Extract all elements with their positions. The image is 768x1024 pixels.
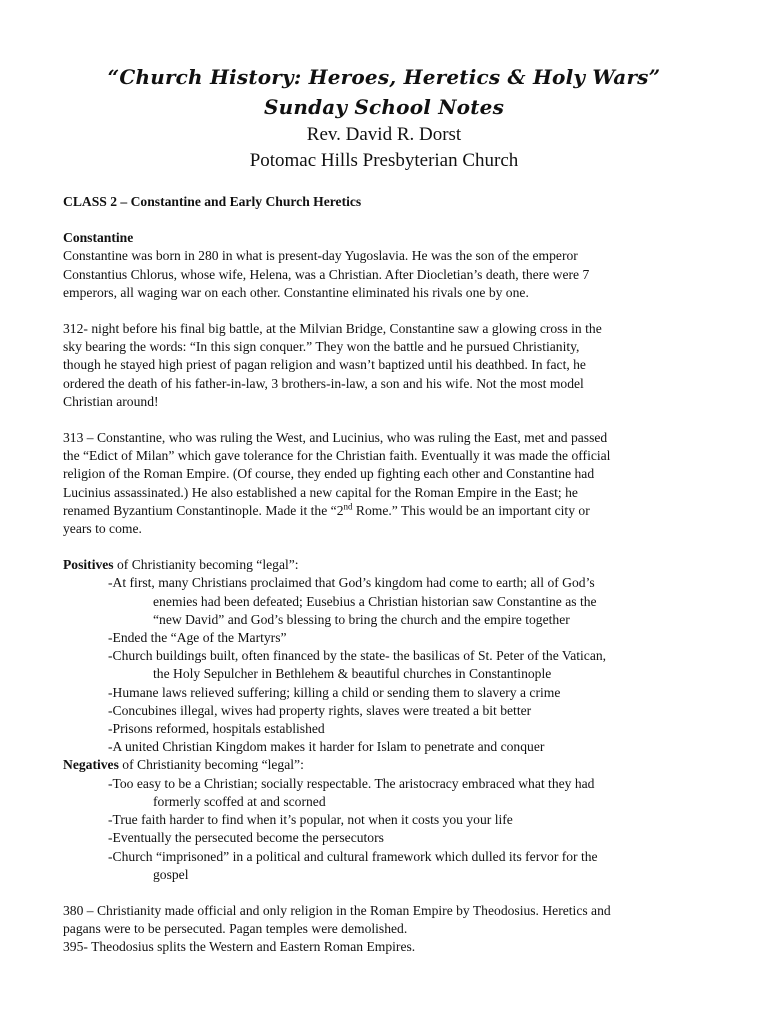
negatives-heading: [63, 756, 713, 774]
list-item: [108, 811, 713, 829]
text-line: Constantius Chlorus, whose wife, Helena, was a Christian. After Diocletian’s death, there were 7: [63, 266, 590, 282]
list-item-continuation: gospel: [153, 866, 189, 882]
text-fragment: renamed Byzantium Constantinople. Made it the “2: [63, 502, 344, 518]
text-fragment: Rome.” This would be an important city or: [352, 502, 590, 518]
document-body: [63, 193, 713, 957]
text-line: years to come.: [63, 521, 142, 537]
list-item-text: -Church buildings built, often financed by the state- the basilicas of St. Peter of the Vatican,: [108, 648, 607, 664]
superscript: nd: [343, 501, 353, 512]
list-item-text: -Prisons reformed, hospitals established: [108, 721, 325, 737]
list-item-text: -Church “imprisoned” in a political and cultural framework which dulled its fervor for the: [108, 848, 598, 864]
list-item: [108, 720, 713, 738]
list-item: [108, 574, 713, 629]
section-heading-constantine: Constantine: [63, 230, 134, 246]
list-item: [108, 848, 713, 884]
list-item: [108, 738, 713, 756]
text-line: 313 – Constantine, who was ruling the West, and Lucinius, who was ruling the East, met and passed: [63, 430, 608, 446]
list-item-text: -Concubines illegal, wives had property rights, slaves were treated a bit better: [108, 702, 532, 718]
text-line: religion of the Roman Empire. (Of course, they ended up fighting each other and Constantine had: [63, 466, 595, 482]
text-line: the “Edict of Milan” which gave tolerance for the Christian faith. Eventually it was made the official: [63, 448, 611, 464]
text-line: [63, 502, 713, 520]
document-title: “Church History: Heroes, Heretics & Holy Wars”: [107, 65, 661, 89]
list-item-continuation: enemies had been defeated; Eusebius a Christian historian saw Constantine as the: [153, 593, 597, 609]
list-item-text: -A united Christian Kingdom makes it harder for Islam to penetrate and conquer: [108, 739, 545, 755]
text-line: Lucinius assassinated.) He also established a new capital for the Roman Empire in the East; he: [63, 484, 578, 500]
positives-heading: [63, 556, 713, 574]
heading-rest: of Christianity becoming “legal”:: [113, 557, 299, 573]
text-line: 395- Theodosius splits the Western and Eastern Roman Empires.: [63, 939, 416, 955]
heading-bold-word: Negatives: [63, 757, 119, 773]
list-item-continuation: “new David” and God’s blessing to bring the church and the empire together: [153, 611, 570, 627]
heading-bold-word: Positives: [63, 557, 114, 573]
list-item-text: -At first, many Christians proclaimed that God’s kingdom had come to earth; all of God’s: [108, 575, 595, 591]
text-line: though he stayed high priest of pagan religion and wasn’t baptized until his deathbed. In fact, he: [63, 357, 586, 373]
list-item: [108, 647, 713, 683]
list-item-text: -Too easy to be a Christian; socially respectable. The aristocracy embraced what they had: [108, 775, 595, 791]
text-line: sky bearing the words: “In this sign conquer.” They won the battle and he pursued Christianity,: [63, 339, 580, 355]
list-item-text: -Humane laws relieved suffering; killing a child or sending them to slavery a crime: [108, 684, 561, 700]
list-item-text: -True faith harder to find when it’s popular, not when it costs you your life: [108, 812, 513, 828]
list-item: [108, 829, 713, 847]
text-line: Christian around!: [63, 393, 159, 409]
text-line: 312- night before his final big battle, at the Milvian Bridge, Constantine saw a glowing cross in the: [63, 321, 602, 337]
document-subtitle: Sunday School Notes: [263, 95, 505, 119]
list-item: [108, 775, 713, 811]
text-line: pagans were to be persecuted. Pagan temples were demolished.: [63, 921, 408, 937]
list-item: [108, 629, 713, 647]
list-item-continuation: formerly scoffed at and scorned: [153, 793, 326, 809]
text-line: ordered the death of his father-in-law, 3 brothers-in-law, a son and his wife. Not the most model: [63, 375, 584, 391]
list-item-text: -Ended the “Age of the Martyrs”: [108, 630, 287, 646]
title-block: [0, 62, 768, 174]
list-item-text: -Eventually the persecuted become the persecutors: [108, 830, 384, 846]
text-line: 380 – Christianity made official and only religion in the Roman Empire by Theodosius. Heretics and: [63, 902, 611, 918]
text-line: emperors, all waging war on each other. Constantine eliminated his rivals one by one.: [63, 284, 529, 300]
list-item-continuation: the Holy Sepulcher in Bethlehem & beautiful churches in Constantinople: [153, 666, 552, 682]
class-heading: CLASS 2 – Constantine and Early Church Heretics: [63, 194, 362, 209]
author-name: Rev. David R. Dorst: [306, 124, 462, 145]
heading-rest: of Christianity becoming “legal”:: [118, 757, 304, 773]
text-line: Constantine was born in 280 in what is present-day Yugoslavia. He was the son of the emperor: [63, 248, 578, 264]
list-item: [108, 702, 713, 720]
church-name: Potomac Hills Presbyterian Church: [249, 150, 519, 171]
list-item: [108, 684, 713, 702]
